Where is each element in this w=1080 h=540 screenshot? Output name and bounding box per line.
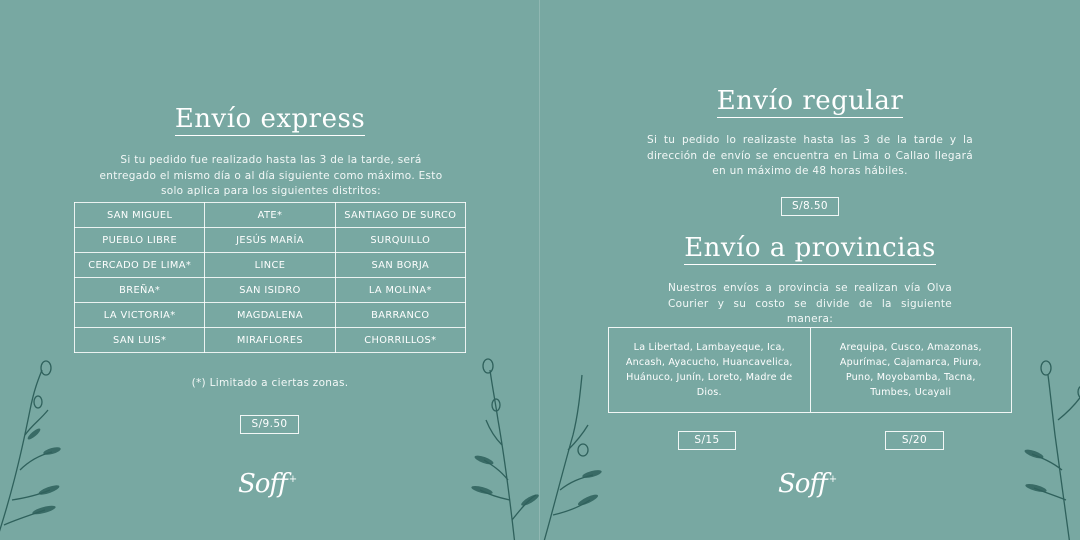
- districts-table: [74, 202, 466, 353]
- leaf-branch-icon: [470, 350, 540, 540]
- district-cell: SAN BORJA: [335, 253, 465, 278]
- district-cell: MAGDALENA: [205, 303, 335, 328]
- district-cell: BARRANCO: [335, 303, 465, 328]
- leaf-branch-icon: [0, 350, 70, 540]
- envio-regular-provincias-panel: [540, 0, 1080, 540]
- provincias-group-1: La Libertad, Lambayeque, Ica, Ancash, Ayacucho, Huancavelica, Huánuco, Junín, Loreto, Madre de Dios.: [625, 341, 793, 399]
- district-cell: SAN MIGUEL: [75, 203, 205, 228]
- leaf-branch-icon: [540, 350, 608, 540]
- table-row: [75, 253, 466, 278]
- leaf-branch-icon: [1020, 350, 1080, 540]
- soff-logo: Soff +: [238, 469, 297, 499]
- provincias-description: Nuestros envíos a provincia se realizan vía Olva Courier y su costo se divide de la siguiente manera:: [668, 282, 952, 325]
- district-cell: CHORRILLOS*: [335, 328, 465, 353]
- district-cell: SURQUILLO: [335, 228, 465, 253]
- district-cell: PUEBLO LIBRE: [75, 228, 205, 253]
- district-cell: LA VICTORIA*: [75, 303, 205, 328]
- express-price-badge: S/9.50: [240, 415, 299, 434]
- district-cell: LA MOLINA*: [335, 278, 465, 303]
- table-row: [75, 303, 466, 328]
- soff-logo: Soff +: [778, 469, 837, 499]
- regular-price-badge: S/8.50: [781, 197, 839, 216]
- district-cell: SAN LUIS*: [75, 328, 205, 353]
- district-cell: ATE*: [205, 203, 335, 228]
- table-row: [75, 228, 466, 253]
- express-title: Envío express: [174, 104, 366, 134]
- district-cell: CERCADO DE LIMA*: [75, 253, 205, 278]
- district-cell: SANTIAGO DE SURCO: [335, 203, 465, 228]
- provincias-title: Envío a provincias: [684, 233, 936, 263]
- table-row: [75, 278, 466, 303]
- provincias-table: [608, 327, 1012, 413]
- district-cell: BREÑA*: [75, 278, 205, 303]
- express-note: (*) Limitado a ciertas zonas.: [191, 377, 349, 389]
- provincias-price-2-badge: S/20: [885, 431, 944, 450]
- regular-description: Si tu pedido lo realizaste hasta las 3 de la tarde y la dirección de envío se encuentra en Lima o Callao llegará en un máximo de 48 horas hábiles.: [647, 134, 973, 177]
- district-cell: LINCE: [205, 253, 335, 278]
- table-row: [75, 328, 466, 353]
- district-cell: MIRAFLORES: [205, 328, 335, 353]
- provincias-price-1-badge: S/15: [678, 431, 736, 450]
- table-row: [75, 203, 466, 228]
- district-cell: JESÚS MARÍA: [205, 228, 335, 253]
- provincias-group-2: Arequipa, Cusco, Amazonas, Apurímac, Cajamarca, Piura, Puno, Moyobamba, Tacna, Tumbes, Ucayali: [810, 328, 1012, 412]
- express-description: Si tu pedido fue realizado hasta las 3 de la tarde, será entregado el mismo día o al día siguiente como máximo. Esto solo aplica para los siguientes distritos:: [99, 154, 443, 197]
- district-cell: SAN ISIDRO: [205, 278, 335, 303]
- regular-title: Envío regular: [716, 86, 904, 116]
